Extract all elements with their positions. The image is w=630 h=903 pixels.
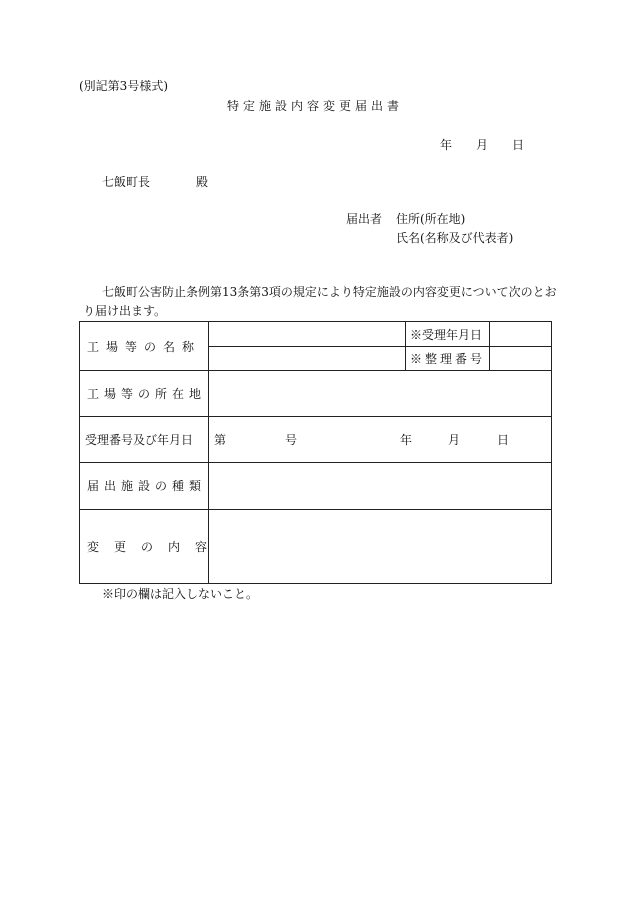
notifier-name-label: 氏名(名称及び代表者) — [396, 231, 514, 245]
notifier-label: 届出者 — [346, 212, 383, 226]
body-text-line-1: 七飯町公害防止条例第13条第3項の規定により特定施設の内容変更について次のとお — [102, 285, 557, 299]
receipt-year-label: 年 — [400, 433, 413, 447]
row-divider — [208, 346, 552, 347]
document-title: 特定施設内容変更届出書 — [227, 99, 404, 113]
addressee-name: 七飯町長 — [102, 175, 151, 189]
receipt-month-label: 月 — [448, 433, 461, 447]
addressee-honorific: 殿 — [196, 175, 209, 189]
facility-type-label: 届出施設の種類 — [87, 479, 207, 493]
receipt-number-label: 受理番号及び年月日 — [85, 433, 194, 447]
form-table — [79, 321, 552, 584]
row-divider — [80, 462, 551, 463]
factory-name-label: 工場等の名称 — [87, 340, 202, 354]
column-divider — [489, 322, 490, 370]
row-divider — [80, 416, 551, 417]
body-text-line-2: り届け出ます。 — [83, 304, 167, 318]
column-divider — [405, 322, 406, 370]
form-style-label: (別記第3号様式) — [79, 79, 168, 93]
factory-location-label: 工場等の所在地 — [87, 387, 207, 401]
row-divider — [80, 509, 551, 510]
receipt-number-go: 号 — [285, 433, 298, 447]
date-day-label: 日 — [512, 138, 525, 152]
receipt-day-label: 日 — [497, 433, 510, 447]
footnote: ※印の欄は記入しないこと。 — [102, 587, 259, 601]
date-year-label: 年 — [440, 138, 453, 152]
serial-number-label: ※整理番号 — [410, 352, 486, 366]
receipt-date-label: ※受理年月日 — [410, 328, 483, 342]
change-content-label: 変更の内容 — [87, 540, 223, 554]
notifier-address-label: 住所(所在地) — [396, 212, 466, 226]
row-divider — [80, 370, 551, 371]
date-month-label: 月 — [476, 138, 489, 152]
receipt-number-dai: 第 — [214, 433, 227, 447]
